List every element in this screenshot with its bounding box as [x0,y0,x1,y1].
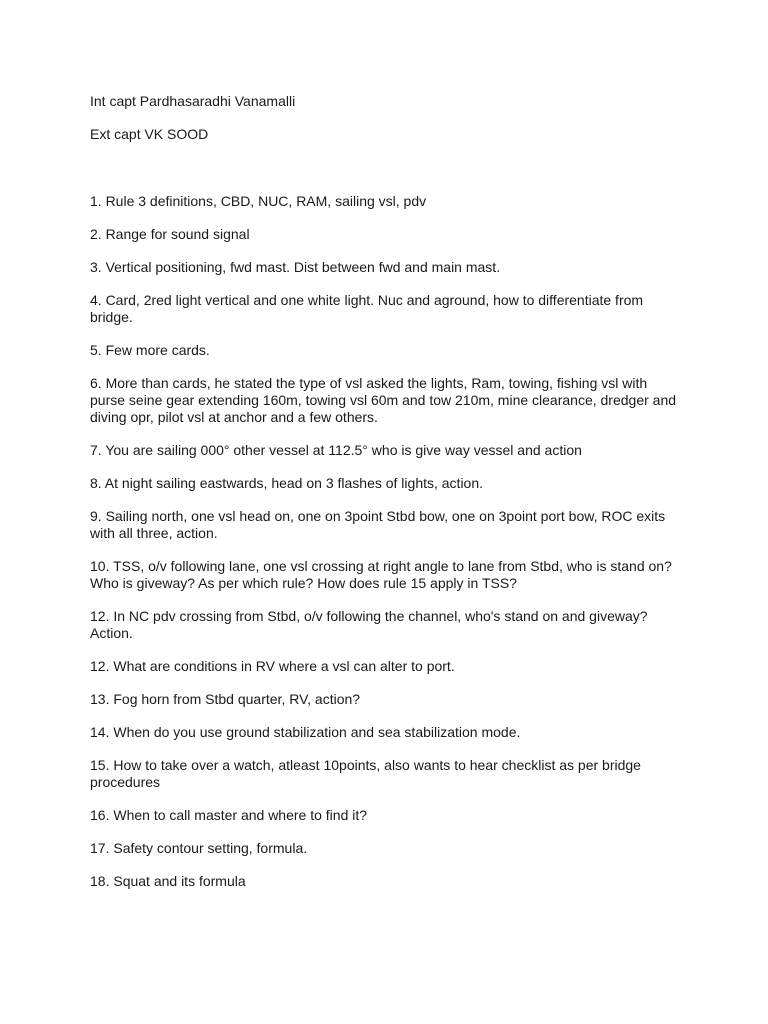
document-page [90,93,680,906]
question-item: 7. You are sailing 000° other vessel at 112.5° who is give way vessel and action [90,442,582,458]
question-item: 12. In NC pdv crossing from Stbd, o/v following the channel, who's stand on and giveway? Action. [90,608,648,641]
question-item: 13. Fog horn from Stbd quarter, RV, action? [90,691,361,707]
question-item: 17. Safety contour setting, formula. [90,840,308,856]
question-item: 16. When to call master and where to find it? [90,807,368,823]
internal-examiner: Int capt Pardhasaradhi Vanamalli [90,93,296,109]
question-item: 5. Few more cards. [90,342,210,358]
question-item: 1. Rule 3 definitions, CBD, NUC, RAM, sailing vsl, pdv [90,193,427,209]
external-examiner: Ext capt VK SOOD [90,126,209,142]
question-item: 14. When do you use ground stabilization and sea stabilization mode. [90,724,521,740]
question-item: 2. Range for sound signal [90,226,250,242]
question-item: 9. Sailing north, one vsl head on, one on 3point Stbd bow, one on 3point port bow, ROC exits with all three, action. [90,508,666,541]
question-item: 3. Vertical positioning, fwd mast. Dist between fwd and main mast. [90,259,501,275]
question-item: 6. More than cards, he stated the type of vsl asked the lights, Ram, towing, fishing vsl with purse seine gear extending 160m, towing vsl 60m and tow 210m, mine clearance, dredger and diving opr, pilot vsl at anchor and a few others. [90,375,677,425]
question-item: 8. At night sailing eastwards, head on 3 flashes of lights, action. [90,475,484,491]
question-item: 10. TSS, o/v following lane, one vsl crossing at right angle to lane from Stbd, who is stand on? Who is giveway? As per which rule? How does rule 15 apply in TSS? [90,558,672,591]
question-item: 15. How to take over a watch, atleast 10points, also wants to hear checklist as per bridge procedures [90,757,641,790]
question-item: 18. Squat and its formula [90,873,246,889]
question-item: 12. What are conditions in RV where a vsl can alter to port. [90,658,455,674]
question-item: 4. Card, 2red light vertical and one white light. Nuc and aground, how to differentiate from bridge. [90,292,644,325]
